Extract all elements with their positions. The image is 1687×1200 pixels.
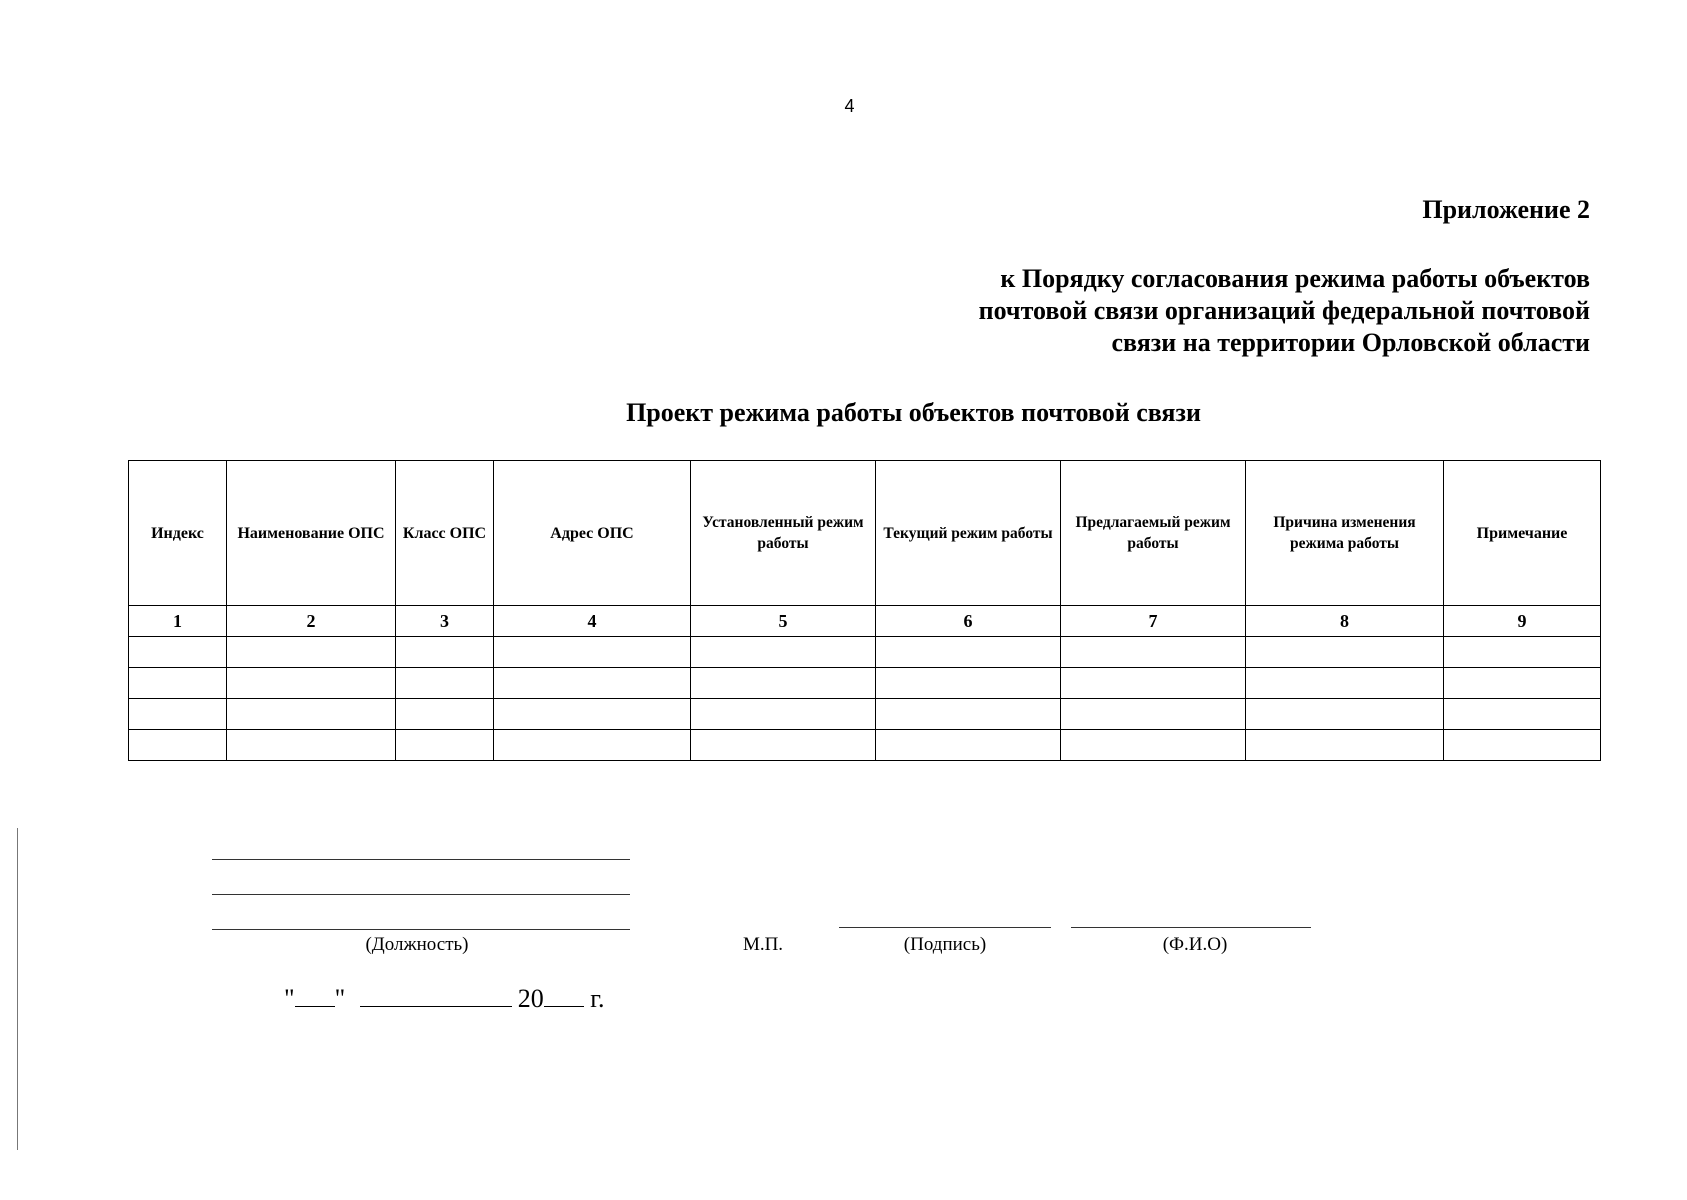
table-cell: [691, 730, 876, 761]
table-cell: [1246, 699, 1444, 730]
position-label: (Должность): [365, 934, 469, 955]
table-cell: [876, 730, 1061, 761]
page-number: 4: [844, 96, 855, 116]
table-cell: [129, 637, 227, 668]
name-label: (Ф.И.О): [1162, 934, 1228, 955]
table-cell: [1444, 668, 1601, 699]
header-cell-name: Наименование ОПС: [227, 461, 396, 606]
header-cell-change-reason: Причина изменения режима работы: [1246, 461, 1444, 606]
date-close-quote: ": [334, 984, 346, 1013]
document-title-text: Проект режима работы объектов почтовой связи: [626, 398, 1201, 427]
table-cell: [1444, 699, 1601, 730]
header-cell-class: Класс ОПС: [396, 461, 494, 606]
table-cell: [1444, 730, 1601, 761]
position-line-1: [212, 859, 630, 860]
table-cell: [396, 637, 494, 668]
appendix-subtitle-line: почтовой связи организаций федеральной почтовой: [978, 296, 1590, 325]
margin-line: [17, 828, 18, 1150]
table-cell: [129, 668, 227, 699]
table-cell: [1444, 637, 1601, 668]
table-cell: [1246, 637, 1444, 668]
date-open-quote: ": [284, 984, 295, 1013]
position-line-2: [212, 894, 630, 895]
table-cell: [1061, 699, 1246, 730]
table-cell: [1246, 668, 1444, 699]
year-prefix: 20: [517, 984, 544, 1013]
table-cell: [494, 637, 691, 668]
table-row: [129, 699, 1601, 730]
day-blank: [295, 984, 335, 1007]
table-cell: [396, 699, 494, 730]
column-number: 2: [227, 606, 396, 637]
table-row: [129, 730, 1601, 761]
column-number: 1: [129, 606, 227, 637]
name-line: [1071, 927, 1311, 928]
table-cell: [876, 668, 1061, 699]
table-cell: [1061, 668, 1246, 699]
header-cell-proposed-mode: Предлагаемый режим работы: [1061, 461, 1246, 606]
table-cell: [1061, 637, 1246, 668]
signature-label: (Подпись): [903, 934, 987, 955]
table-cell: [691, 668, 876, 699]
table-row: [129, 668, 1601, 699]
position-line-3: [212, 929, 630, 930]
table-header-row: [129, 461, 1601, 606]
header-cell-established-mode: Установленный режим работы: [691, 461, 876, 606]
year-suffix: г.: [590, 984, 605, 1013]
header-cell-current-mode: Текущий режим работы: [876, 461, 1061, 606]
table-cell: [396, 730, 494, 761]
stamp-label: М.П.: [742, 934, 784, 955]
header-cell-index: Индекс: [129, 461, 227, 606]
header-cell-address: Адрес ОПС: [494, 461, 691, 606]
table-cell: [1061, 730, 1246, 761]
header-cell-note: Примечание: [1444, 461, 1601, 606]
column-number: 7: [1061, 606, 1246, 637]
table-row: [129, 637, 1601, 668]
column-number: 3: [396, 606, 494, 637]
column-number: 9: [1444, 606, 1601, 637]
table-cell: [494, 699, 691, 730]
table-cell: [876, 699, 1061, 730]
signature-line: [839, 927, 1051, 928]
table-cell: [876, 637, 1061, 668]
date-line: [284, 984, 604, 1014]
table-cell: [227, 730, 396, 761]
column-number: 4: [494, 606, 691, 637]
table-cell: [691, 699, 876, 730]
column-number: 6: [876, 606, 1061, 637]
table-cell: [129, 699, 227, 730]
table-cell: [227, 699, 396, 730]
table-cell: [691, 637, 876, 668]
table-cell: [227, 637, 396, 668]
table-cell: [1246, 730, 1444, 761]
table-cell: [227, 668, 396, 699]
column-number: 8: [1246, 606, 1444, 637]
ops-schedule-table: [128, 460, 1601, 761]
month-blank: [360, 984, 512, 1007]
document-title: [0, 398, 1687, 428]
table-cell: [396, 668, 494, 699]
column-number: 5: [691, 606, 876, 637]
column-number-row: [129, 606, 1601, 637]
appendix-title: Приложение 2: [1422, 195, 1590, 224]
table-cell: [129, 730, 227, 761]
table-cell: [494, 668, 691, 699]
appendix-subtitle: [979, 263, 1590, 359]
appendix-subtitle-line: связи на территории Орловской области: [1111, 328, 1590, 357]
appendix-subtitle-line: к Порядку согласования режима работы объектов: [1000, 264, 1590, 293]
table-cell: [494, 730, 691, 761]
year-blank: [544, 984, 584, 1007]
